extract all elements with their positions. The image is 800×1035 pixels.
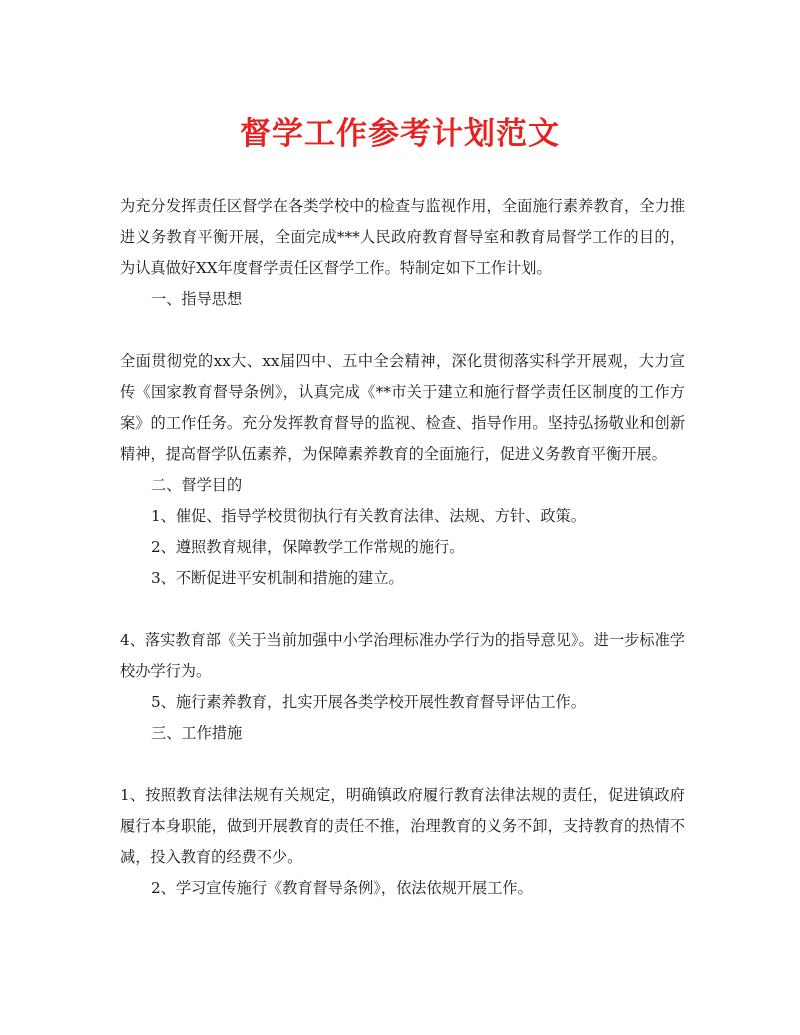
list-item-goal-4: 4、落实教育部《关于当前加强中小学治理标准办学行为的指导意见》。进一步标准学校办学行为。 (120, 631, 685, 680)
paragraph-intro: 为充分发挥责任区督学在各类学校中的检查与监视作用，全面施行素养教育，全力推进义务教育平衡开展，全面完成***人民政府教育督导室和教育局督学工作的目的，为认真做好XX年度督学责任区督学工作。特制定如下工作计划。 (120, 197, 685, 277)
list-item-goal-5: 5、施行素养教育，扎实开展各类学校开展性教育督导评估工作。 (151, 693, 586, 711)
section-heading-goals: 二、督学目的 (151, 476, 243, 494)
paragraph-guiding-thought: 全面贯彻党的xx大、xx届四中、五中全会精神，深化贯彻落实科学开展观，大力宣传《国家教育督导条例》，认真完成《**市关于建立和施行督学责任区制度的工作方案》的工作任务。充分发挥教育督导的监视、检查、指导作用。坚持弘扬敬业和创新精神，提高督学队伍素养，为保障素养教育的全面施行，促进义务教育平衡开展。 (120, 352, 685, 463)
list-item-goal-3: 3、不断促进平安机制和措施的建立。 (151, 569, 404, 587)
list-item-measure-2: 2、学习宣传施行《教育督导条例》，依法依规开展工作。 (151, 879, 533, 897)
list-item-goal-1: 1、催促、指导学校贯彻执行有关教育法律、法规、方针、政策。 (151, 507, 586, 525)
list-item-goal-2: 2、遵照教育规律，保障教学工作常规的施行。 (151, 538, 465, 556)
section-heading-guiding-thought: 一、指导思想 (151, 290, 243, 308)
section-heading-measures: 三、工作措施 (151, 724, 243, 742)
document-body (120, 191, 685, 904)
document-title: 督学工作参考计划范文 (240, 116, 560, 152)
list-item-measure-1: 1、按照教育法律法规有关规定，明确镇政府履行教育法律法规的责任，促进镇政府履行本身职能，做到开展教育的责任不推，治理教育的义务不卸，支持教育的热情不减，投入教育的经费不少。 (120, 786, 685, 866)
